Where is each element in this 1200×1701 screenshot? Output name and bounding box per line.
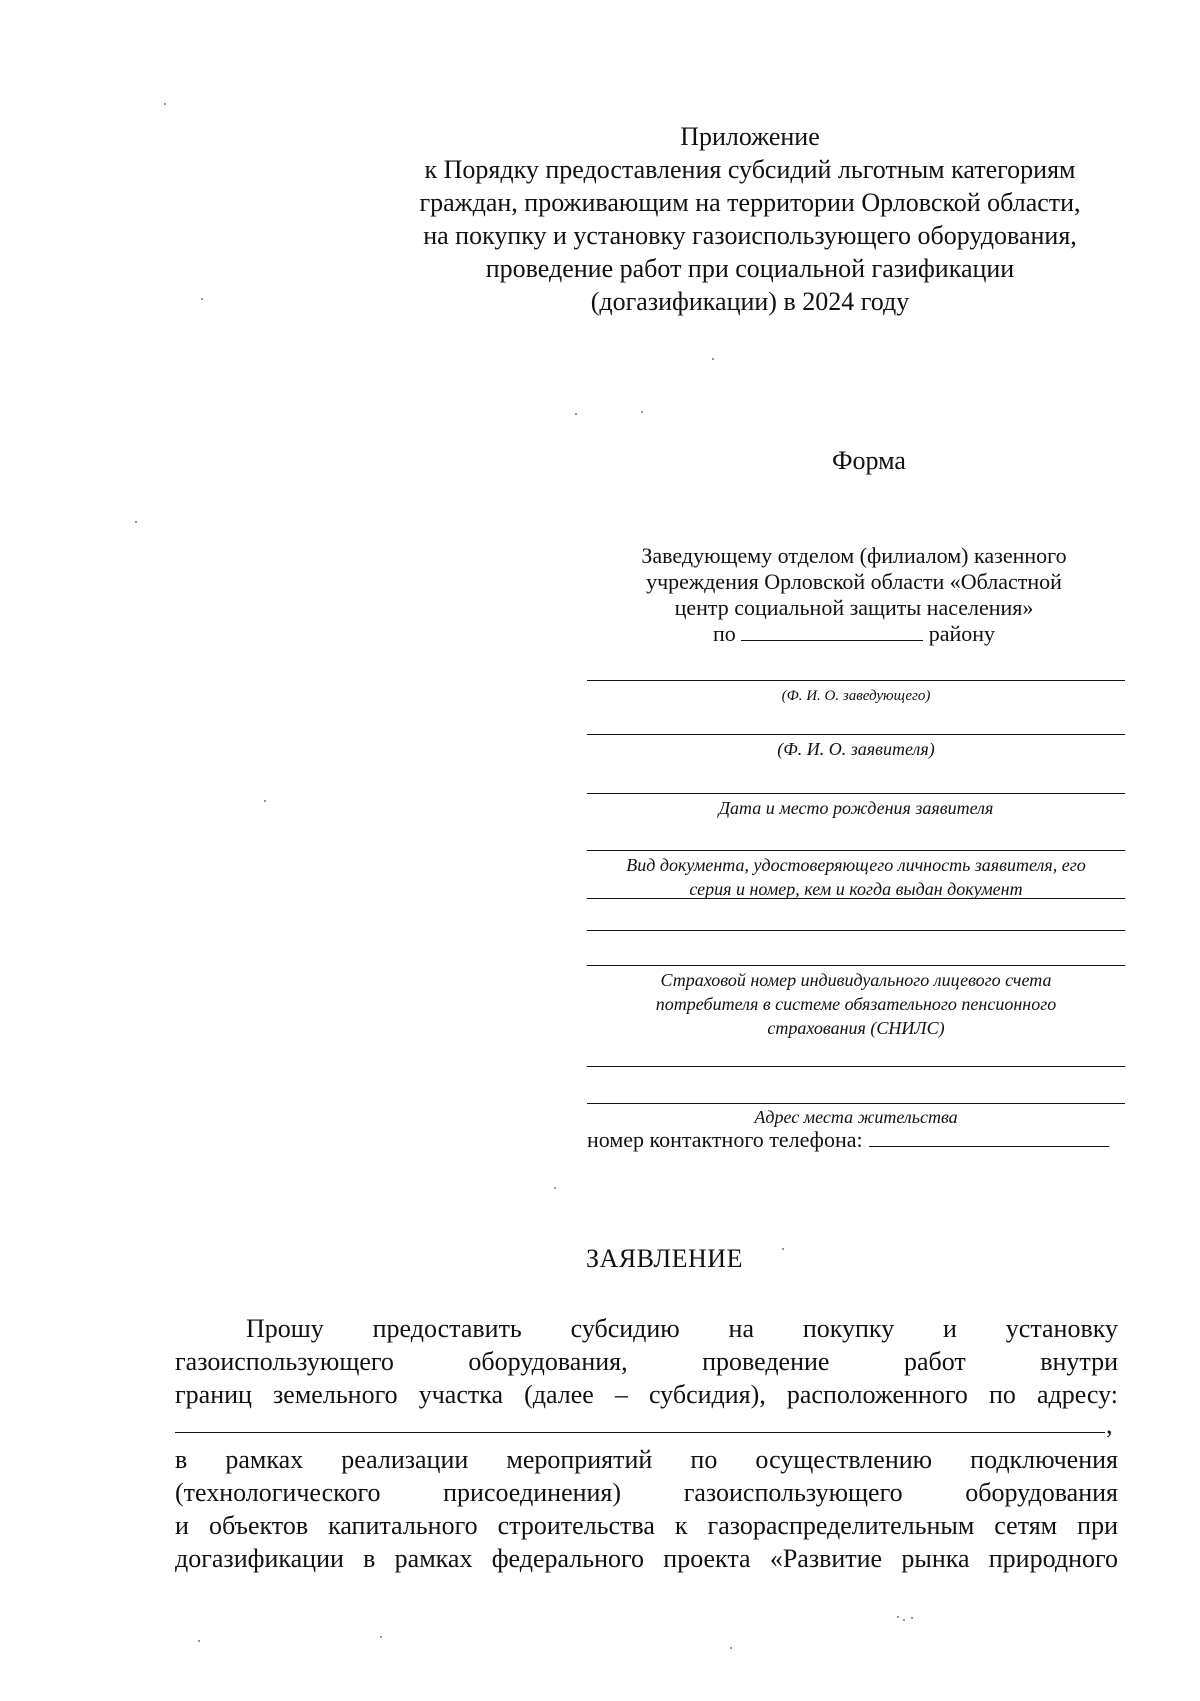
- head-fio-caption: (Ф. И. О. заведующего): [781, 688, 931, 704]
- applicant-fio-field[interactable]: [587, 734, 1125, 735]
- birth-field[interactable]: [587, 793, 1125, 794]
- district-blank-field[interactable]: [741, 622, 923, 641]
- scan-speck: [641, 411, 643, 413]
- header-line: (догазификации) в 2024 году: [590, 287, 910, 316]
- addressee-line: учреждения Орловской области «Областной: [646, 569, 1062, 594]
- scan-speck: [135, 521, 137, 523]
- caption-line: Страховой номер индивидуального лицевого счета: [660, 970, 1052, 990]
- caption-line: серия и номер, кем и когда выдан документ: [689, 879, 1023, 899]
- scan-speck: [554, 1187, 556, 1189]
- applicant-fio-caption: (Ф. И. О. заявителя): [777, 739, 935, 759]
- paragraph-line: Прошу предоставить субсидию на покупку и установку: [246, 1314, 1118, 1343]
- paragraph-line: догазификации в рамках федерального проекта «Развитие рынка природного: [175, 1544, 1118, 1573]
- phone-label: номер контактного телефона:: [587, 1127, 863, 1152]
- statement-paragraph-2: [175, 1443, 1118, 1575]
- scan-speck: [198, 1640, 200, 1642]
- id-document-underline[interactable]: [587, 898, 1125, 899]
- header-line: на покупку и установку газоиспользующего оборудования,: [423, 221, 1077, 250]
- id-document-field[interactable]: [587, 850, 1125, 851]
- addressee-line: Заведующему отделом (филиалом) казенного: [641, 543, 1067, 568]
- scan-speck: [712, 358, 714, 360]
- address-caption: Адрес места жительства: [754, 1107, 958, 1127]
- snils-caption: [587, 968, 1125, 1040]
- statement-paragraph-1: [175, 1312, 1118, 1411]
- scan-speck: [164, 103, 166, 105]
- caption-line: страхования (СНИЛС): [767, 1018, 945, 1038]
- header-line: граждан, проживающим на территории Орловской области,: [419, 188, 1081, 217]
- paragraph-line: в рамках реализации мероприятий по осуществлению подключения: [175, 1445, 1118, 1474]
- caption-line: Вид документа, удостоверяющего личность заявителя, его: [626, 855, 1086, 875]
- addressee-block: [582, 543, 1126, 647]
- scan-speck: [380, 1636, 382, 1638]
- district-line: [582, 621, 1126, 647]
- district-suffix: району: [928, 621, 996, 646]
- header-line: Приложение: [680, 122, 820, 151]
- form-label: Форма: [832, 446, 906, 475]
- scan-speck: [730, 1647, 732, 1649]
- addressee-line: центр социальной защиты населения»: [674, 595, 1034, 620]
- scan-speck: [264, 800, 266, 802]
- scan-speck: [911, 1617, 913, 1619]
- id-document-caption: [587, 853, 1125, 901]
- paragraph-line: и объектов капитального строительства к газораспределительным сетям при: [175, 1511, 1118, 1540]
- scan-speck: [897, 1616, 899, 1618]
- scan-speck: [575, 413, 577, 415]
- scan-speck: [782, 1248, 784, 1250]
- header-line: проведение работ при социальной газификации: [485, 254, 1015, 283]
- paragraph-line: границ земельного участка (далее – субсидия), расположенного по адресу:: [175, 1380, 1118, 1409]
- paragraph-line: газоиспользующего оборудования, проведение работ внутри: [175, 1347, 1118, 1376]
- district-prefix: по: [712, 621, 736, 646]
- comma-mark: ,: [1106, 1410, 1113, 1439]
- snils-field-line-1[interactable]: [587, 930, 1125, 931]
- header-line: к Порядку предоставления субсидий льготным категориям: [424, 155, 1076, 184]
- phone-row: [587, 1127, 1109, 1153]
- caption-line: потребителя в системе обязательного пенсионного: [655, 994, 1057, 1014]
- address-field-line-2[interactable]: [587, 1103, 1125, 1104]
- scan-speck: [201, 298, 203, 300]
- paragraph-line: (технологического присоединения) газоиспользующего оборудования: [175, 1478, 1118, 1507]
- snils-field-line-2[interactable]: [587, 965, 1125, 966]
- scan-speck: [903, 1619, 905, 1621]
- statement-title: ЗАЯВЛЕНИЕ: [586, 1244, 743, 1273]
- address-field-line-1[interactable]: [587, 1066, 1125, 1067]
- phone-field[interactable]: [869, 1128, 1109, 1147]
- property-address-field[interactable]: [175, 1432, 1105, 1433]
- birth-caption: Дата и место рождения заявителя: [718, 798, 994, 818]
- head-fio-field[interactable]: [587, 680, 1125, 681]
- appendix-header: [340, 120, 1160, 318]
